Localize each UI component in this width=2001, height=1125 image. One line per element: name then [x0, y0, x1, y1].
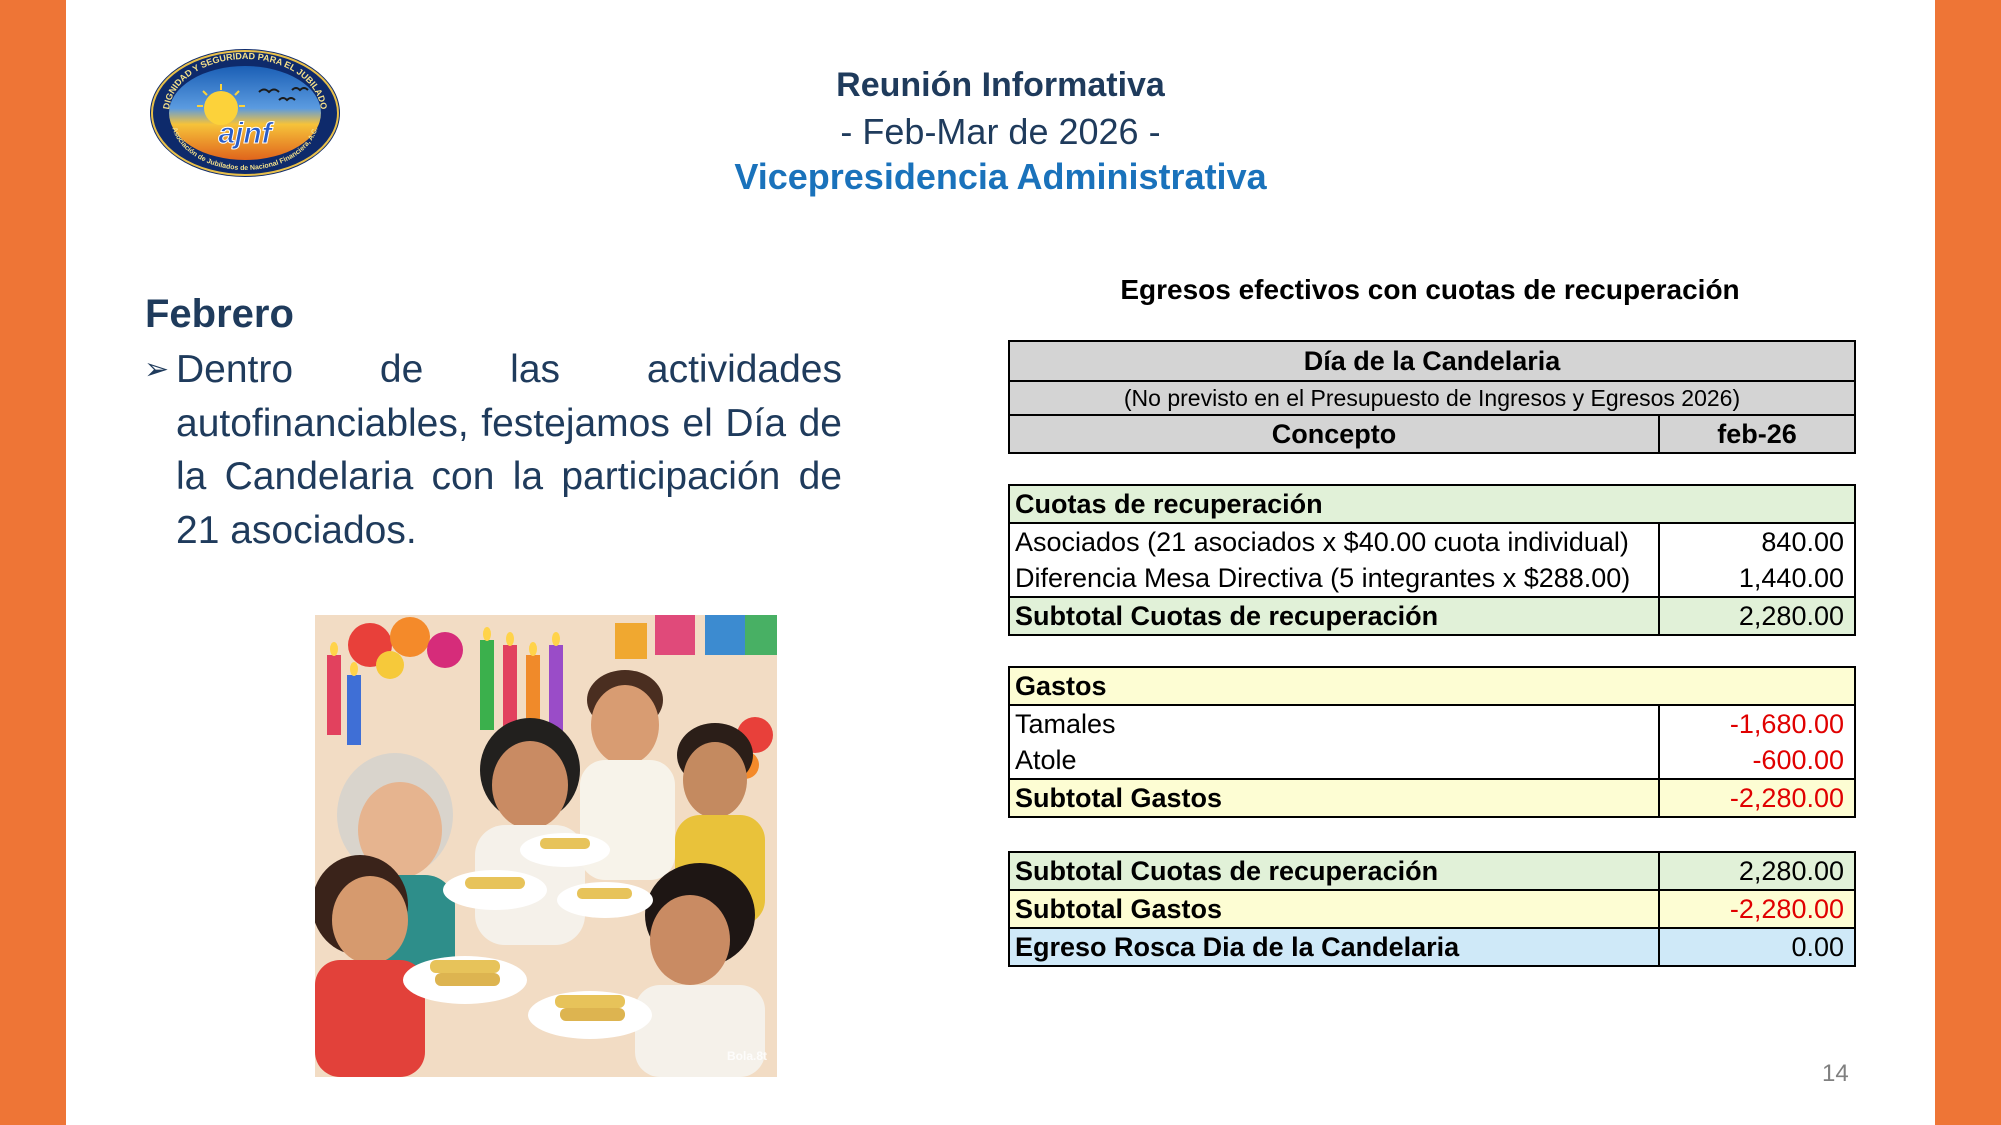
logo-bottom-text: Asociación de Jubilados de Nacional Financiera, A.C. [170, 126, 320, 173]
event-note: (No previsto en el Presupuesto de Ingresos y Egresos 2026) [1123, 384, 1741, 411]
cuotas-section [1008, 484, 1856, 636]
summary-gastos-value: -2,280.00 [1659, 890, 1855, 928]
table-row [1009, 560, 1855, 597]
summary-gastos-label: Subtotal Gastos [1009, 890, 1659, 928]
gastos-concept-atole: Atole [1009, 742, 1659, 779]
bullet-text: Dentro de las actividades autofinanciables, festejamos el Día de la Candelaria con la participación de 21 asociados. [176, 348, 842, 552]
month-heading: Febrero [145, 292, 294, 336]
cuotas-header: Cuotas de recuperación [1009, 485, 1855, 523]
summary-cuotas-label: Subtotal Cuotas de recuperación [1009, 852, 1659, 890]
page-number: 14 [1822, 1060, 1849, 1087]
table-row [1009, 523, 1855, 560]
logo-top-text: DIGNIDAD Y SEGURIDAD PARA EL JUBILADO [161, 50, 329, 111]
event-title: Día de la Candelaria [1303, 345, 1561, 376]
cuotas-value-asociados: 840.00 [1659, 523, 1855, 560]
summary-cuotas-value: 2,280.00 [1659, 852, 1855, 890]
arrow-bullet-icon: ➢ [144, 353, 170, 386]
gastos-value-tamales: -1,680.00 [1659, 705, 1855, 742]
table-row [1009, 742, 1855, 779]
cuotas-concept-asociados: Asociados (21 asociados x $40.00 cuota individual) [1009, 523, 1659, 560]
meeting-title: Reunión Informativa [836, 66, 1165, 104]
table-header-block [1008, 340, 1856, 454]
gastos-subtotal-label: Subtotal Gastos [1009, 779, 1659, 817]
candelaria-celebration-illustration [315, 615, 777, 1077]
event-note-cell [1009, 381, 1855, 415]
gastos-header: Gastos [1009, 667, 1855, 705]
image-watermark: Bola.8t [727, 1049, 768, 1063]
department-name: Vicepresidencia Administrativa [734, 156, 1267, 197]
gastos-value-atole: -600.00 [1659, 742, 1855, 779]
summary-section [1008, 851, 1856, 967]
column-header-period: feb-26 [1659, 415, 1855, 453]
event-title-cell [1009, 341, 1855, 381]
gastos-subtotal-value: -2,280.00 [1659, 779, 1855, 817]
logo-initials: ajnf [218, 117, 272, 150]
cuotas-subtotal-value: 2,280.00 [1659, 597, 1855, 635]
summary-total-value: 0.00 [1659, 928, 1855, 966]
gastos-section [1008, 666, 1856, 818]
cuotas-value-mesa: 1,440.00 [1659, 560, 1855, 597]
gastos-concept-tamales: Tamales [1009, 705, 1659, 742]
column-header-concept: Concepto [1009, 415, 1659, 453]
cuotas-subtotal-label: Subtotal Cuotas de recuperación [1009, 597, 1659, 635]
meeting-period: - Feb-Mar de 2026 - [840, 111, 1161, 152]
table-title: Egresos efectivos con cuotas de recuperación [1120, 274, 1740, 305]
cuotas-concept-mesa: Diferencia Mesa Directiva (5 integrantes x $288.00) [1009, 560, 1659, 597]
table-row [1009, 705, 1855, 742]
summary-total-label: Egreso Rosca Dia de la Candelaria [1009, 928, 1659, 966]
